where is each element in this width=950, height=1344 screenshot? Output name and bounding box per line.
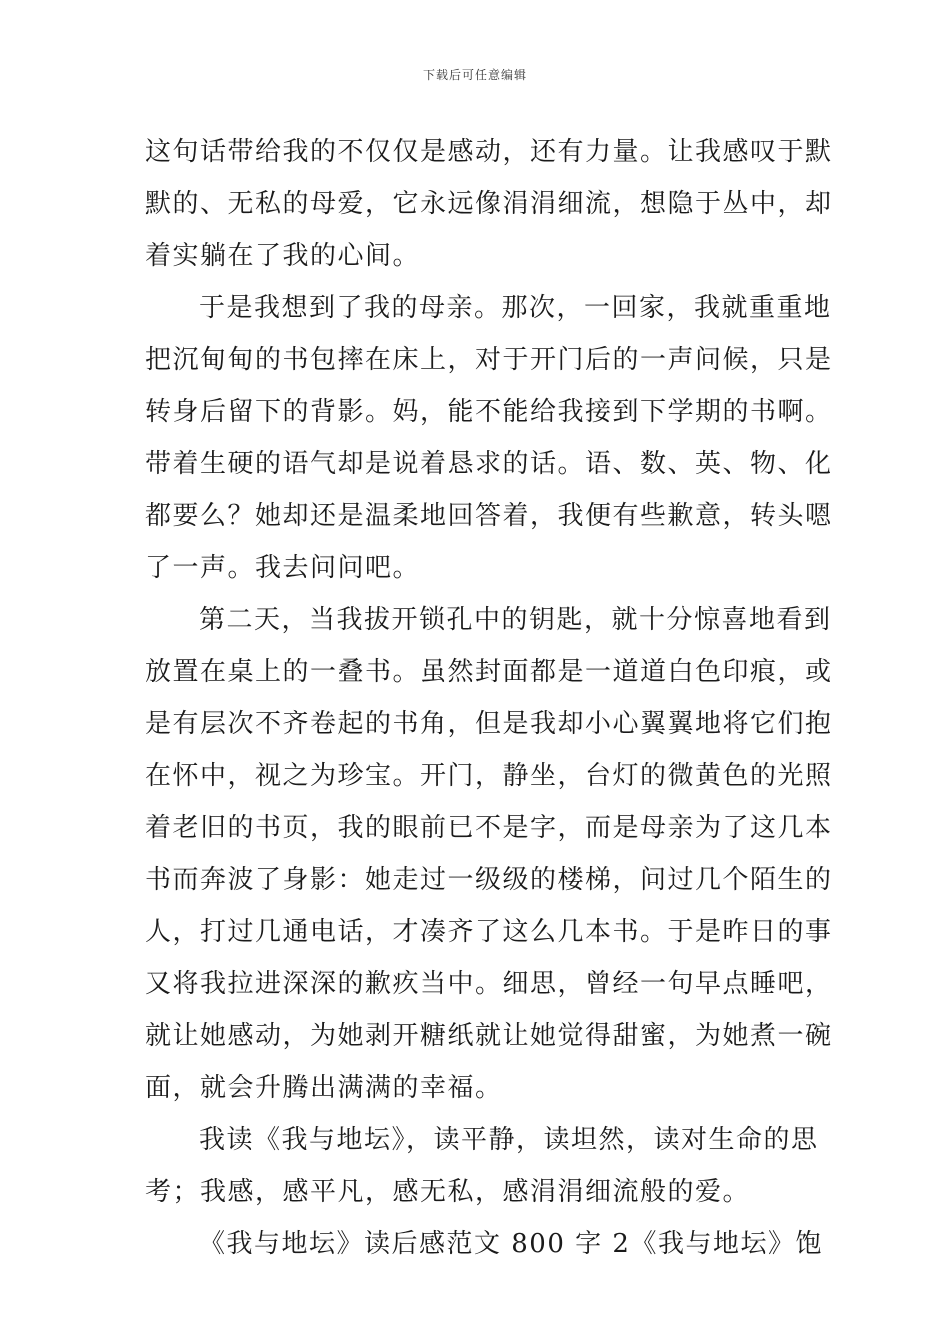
next-paragraph-start: 《我与地坛》饱 xyxy=(630,1229,823,1259)
text-line: 书而奔波了身影：她走过一级级的楼梯，问过几个陌生的 xyxy=(145,865,833,895)
text-line: 放置在桌上的一叠书。虽然封面都是一道道白色印痕，或 xyxy=(145,657,833,687)
text-line: 在怀中，视之为珍宝。开门，静坐，台灯的微黄色的光照 xyxy=(145,761,833,791)
text-line: 都要么？她却还是温柔地回答着，我便有些歉意，转头嗯 xyxy=(145,501,833,531)
section-title-line xyxy=(145,1218,823,1270)
text-line: 这句话带给我的不仅仅是感动，还有力量。让我感叹于默 xyxy=(145,137,833,167)
text-line: 人，打过几通电话，才凑齐了这么几本书。于是昨日的事 xyxy=(145,917,833,947)
paragraph-first-line: 第二天，当我拔开锁孔中的钥匙，就十分惊喜地看到 xyxy=(199,605,832,635)
text-line: 面，就会升腾出满满的幸福。 xyxy=(145,1073,503,1103)
essay-body xyxy=(145,126,833,1270)
text-line: 考；我感，感平凡，感无私，感涓涓细流般的爱。 xyxy=(145,1177,751,1207)
text-line: 转身后留下的背影。妈，能不能给我接到下学期的书啊。 xyxy=(145,397,833,427)
page-header: 下载后可任意编辑 xyxy=(422,68,527,82)
text-line: 默的、无私的母爱，它永远像涓涓细流，想隐于丛中，却 xyxy=(145,189,833,219)
section-title: 《我与地坛》读后感范文 800 字 2 xyxy=(199,1229,631,1259)
text-line: 又将我拉进深深的歉疚当中。细思，曾经一句早点睡吧， xyxy=(145,969,833,999)
text-line: 带着生硬的语气却是说着恳求的话。语、数、英、物、化 xyxy=(145,449,833,479)
text-line: 了一声。我去问问吧。 xyxy=(145,553,421,583)
text-line: 着老旧的书页，我的眼前已不是字，而是母亲为了这几本 xyxy=(145,813,833,843)
text-line: 着实躺在了我的心间。 xyxy=(145,241,421,271)
text-line: 是有层次不齐卷起的书角，但是我却小心翼翼地将它们抱 xyxy=(145,709,833,739)
text-line: 就让她感动，为她剥开糖纸就让她觉得甜蜜，为她煮一碗 xyxy=(145,1021,833,1051)
paragraph-first-line: 于是我想到了我的母亲。那次，一回家，我就重重地 xyxy=(199,293,832,323)
paragraph-first-line: 我读《我与地坛》，读平静，读坦然，读对生命的思 xyxy=(199,1125,819,1155)
text-line: 把沉甸甸的书包摔在床上，对于开门后的一声问候，只是 xyxy=(145,345,833,375)
